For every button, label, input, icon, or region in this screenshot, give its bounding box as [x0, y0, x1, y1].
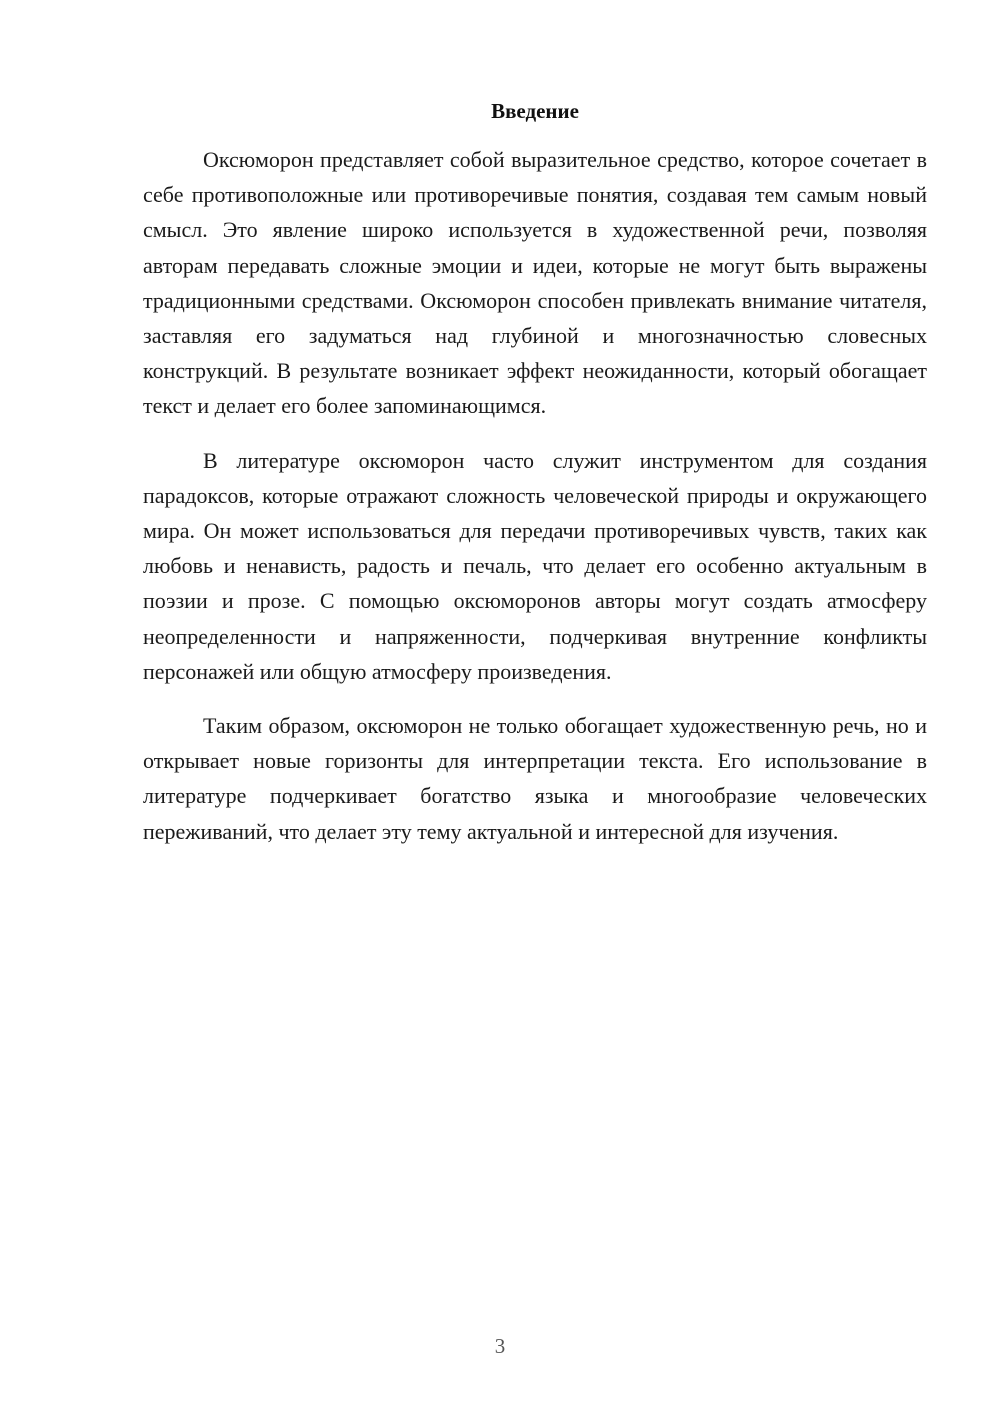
paragraph-2: В литературе оксюморон часто служит инструментом для создания парадоксов, которые отражают сложность человеческой природы и окружающего мира. Он может использоваться для передачи противоречивых чувств, таких как любовь и ненависть, радость и печаль, что делает его особенно актуальным в поэзии и прозе. С помощью оксюморонов авторы могут создать атмосферу неопределенности и напряженности, подчеркивая внутренние конфликты персонажей или общую атмосферу произведения. [143, 447, 927, 684]
section-title: Введение [491, 99, 579, 123]
paragraph-3: Таким образом, оксюморон не только обогащает художественную речь, но и открывает новые горизонты для интерпретации текста. Его использование в литературе подчеркивает богатство языка и многообразие человеческих переживаний, что делает эту тему актуальной и интересной для изучения. [143, 713, 927, 844]
paragraph-1: Оксюморон представляет собой выразительное средство, которое сочетает в себе противоположные или противоречивые понятия, создавая тем самым новый смысл. Это явление широко используется в художественной речи, позволяя авторам передавать сложные эмоции и идеи, которые не могут быть выражены традиционными средствами. Оксюморон способен привлекать внимание читателя, заставляя его задуматься над глубиной и многозначностью словесных конструкций. В результате возникает эффект неожиданности, который обогащает текст и делает его более запоминающимся. [143, 147, 927, 419]
page-number: 3 [494, 1334, 506, 1358]
body-text [143, 142, 927, 868]
